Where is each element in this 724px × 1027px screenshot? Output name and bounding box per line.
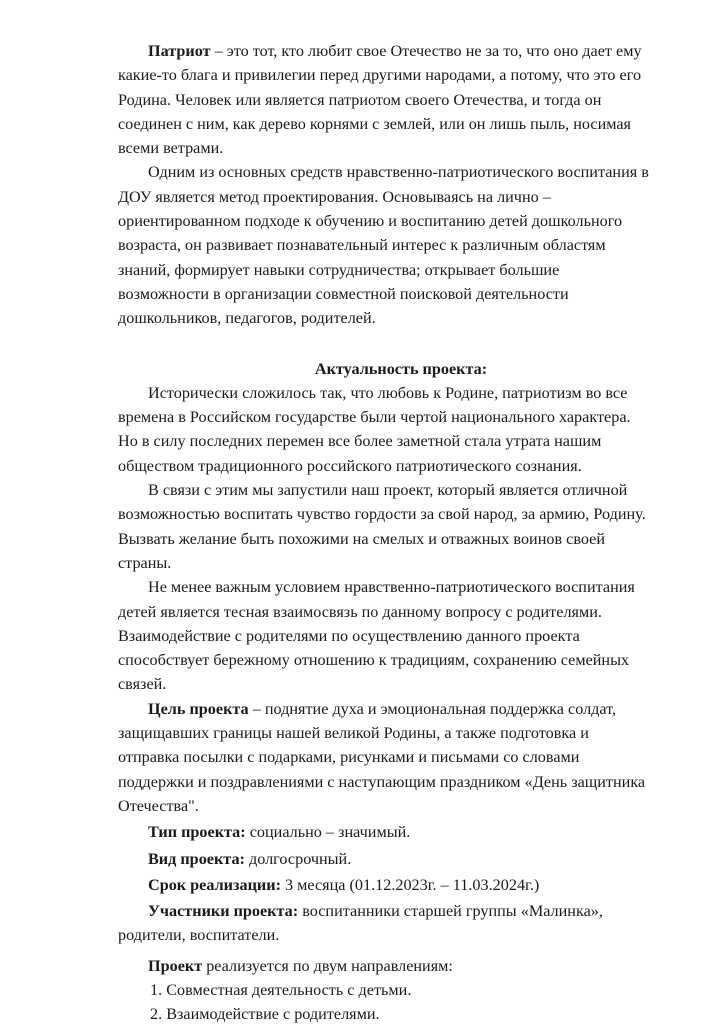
project-term-value: 3 месяца (01.12.2023г. – 11.03.2024г.) [280, 875, 540, 894]
term-patriot: Патриот [148, 42, 211, 60]
project-type-value: социально – значимый. [245, 823, 411, 842]
project-kind-value: долгосрочный. [244, 849, 352, 868]
list-item: 2. Взаимодействие с родителями. [150, 1005, 380, 1024]
paragraph-parents: Не менее важным условием нравственно-патриотического воспитания детей является тесная взаимосвязь по данному вопросу с родителями. Взаимодействие с родителями по осуществлению данного проекта способствует бережному отношению к традициям, сохранению семейных связей. [118, 578, 635, 694]
list-item: 1. Совместная деятельность с детьми. [150, 980, 412, 999]
project-directions [118, 954, 654, 978]
directions-list [118, 978, 654, 1027]
goal-text: – поднятие духа и эмоциональная поддержка солдат, защищавших границы нашей великой Родины, а также подготовка и отправка посылки с подарками, рисунками и письмами со словами поддержки и поздравлениями с наступающим праздником «День защитника Отечества". [118, 699, 646, 815]
project-participants-label: Участники проекта: [148, 902, 299, 921]
project-term-label: Срок реализации: [148, 875, 281, 894]
paragraph-patriot [118, 39, 654, 160]
paragraph-method: Одним из основных средств нравственно-патриотического воспитания в ДОУ является метод проектирования. Основываясь на лично – ориентированном подходе к обучению и воспитанию детей дошкольного возраста, он развивает познавательный интерес к различным областям знаний, формирует навыки сотрудничества; открывает большие возможности в организации совместной поисковой деятельности дошкольников, педагогов, родителей. [118, 163, 649, 328]
project-kind-label: Вид проекта: [148, 849, 245, 868]
project-type-label: Тип проекта: [148, 823, 246, 842]
project-participants [118, 899, 654, 948]
section-heading-relevance: Актуальность проекта: [314, 359, 488, 378]
goal-label: Цель проекта [148, 699, 249, 718]
project-directions-text: реализуется по двум направлениям: [202, 956, 453, 975]
project-participants-value: воспитанники старшей группы «Малинка», родители, воспитатели. [118, 902, 603, 945]
project-kind [118, 847, 654, 871]
project-directions-label: Проект [148, 956, 203, 975]
paragraph-project-launch: В связи с этим мы запустили наш проект, который является отличной возможностью воспитать чувство гордости за свой народ, за армию, Родину. Вызвать желание быть похожими на смелых и отважных воинов своей страны. [118, 481, 646, 572]
paragraph-history: Исторически сложилось так, что любовь к Родине, патриотизм во все времена в Российском государстве были чертой национального характера. Но в силу последних перемен все более заметной стала утрата нашим обществом традиционного российского патриотического сознания. [118, 383, 631, 475]
project-term [118, 873, 654, 897]
patriot-definition: – это тот, кто любит свое Отечество не за то, что оно дает ему какие-то блага и привилегии перед другими народами, а потому, что это его Родина. Человек или является патриотом своего Отечества, и тогда он соединен с ним, как дерево корнями с землей, или он лишь пыль, носимая всеми ветрами. [118, 42, 642, 158]
project-type [118, 820, 654, 844]
paragraph-goal [118, 697, 654, 818]
